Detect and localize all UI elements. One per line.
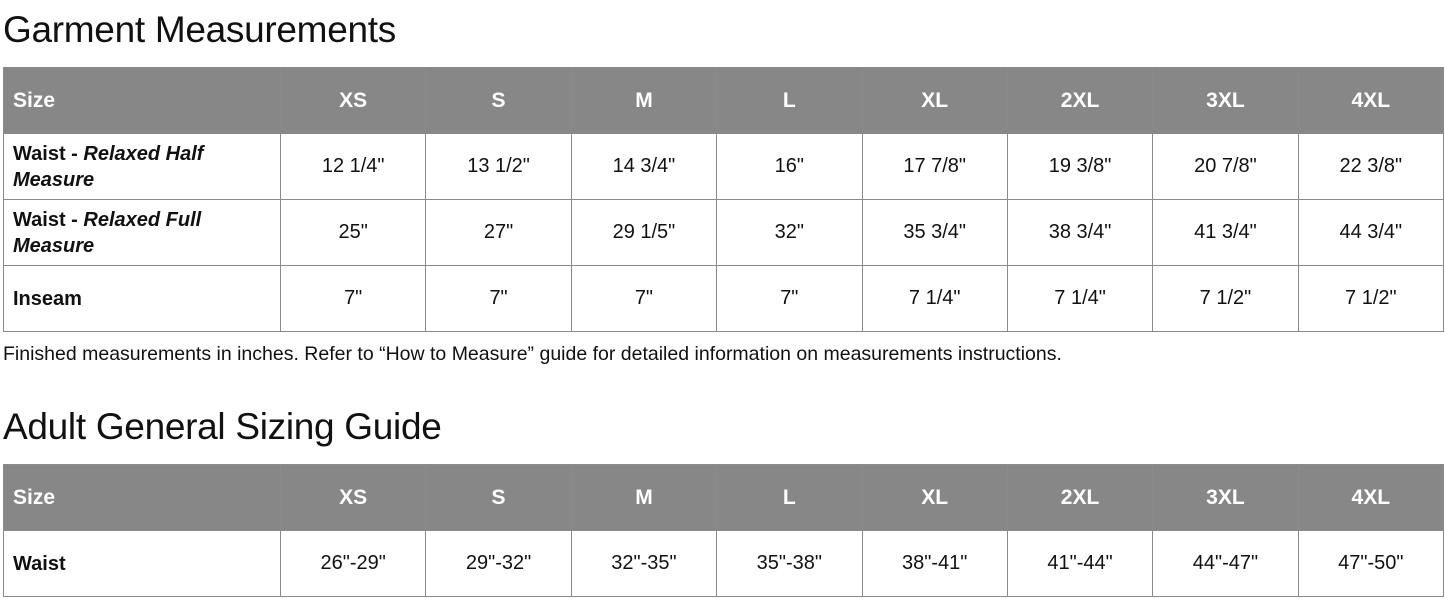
table-cell: 38 3/4" — [1007, 200, 1152, 266]
header-cell: 2XL — [1007, 465, 1152, 531]
table-cell: 7" — [571, 266, 716, 332]
header-cell: 4XL — [1298, 68, 1443, 134]
header-cell-size: Size — [4, 465, 281, 531]
sizing-guide-table — [3, 464, 1444, 597]
header-cell: L — [717, 68, 862, 134]
row-label-waist — [4, 531, 281, 597]
header-cell: L — [717, 465, 862, 531]
header-cell: 3XL — [1153, 465, 1298, 531]
row-label-emphasis: Relaxed Full Measure — [13, 208, 202, 257]
row-label-waist-full — [4, 200, 281, 266]
table-header-row — [4, 465, 1444, 531]
header-cell: XS — [281, 465, 426, 531]
row-label-main: Waist - — [13, 208, 84, 231]
table-cell: 22 3/8" — [1298, 134, 1443, 200]
table-cell: 12 1/4" — [281, 134, 426, 200]
row-label-waist-half — [4, 134, 281, 200]
table-cell: 29 1/5" — [571, 200, 716, 266]
header-cell: XL — [862, 465, 1007, 531]
header-cell: M — [571, 68, 716, 134]
table-cell: 7" — [281, 266, 426, 332]
table-cell: 7 1/2" — [1298, 266, 1443, 332]
header-cell: 2XL — [1007, 68, 1152, 134]
table-cell: 35"-38" — [717, 531, 862, 597]
table-cell: 17 7/8" — [862, 134, 1007, 200]
header-cell: M — [571, 465, 716, 531]
header-cell: 4XL — [1298, 465, 1443, 531]
table-cell: 13 1/2" — [426, 134, 571, 200]
measurements-note: Finished measurements in inches. Refer to “How to Measure” guide for detailed information on measurements instructions. — [3, 343, 1062, 365]
table-cell: 19 3/8" — [1007, 134, 1152, 200]
sizing-guide-title: Adult General Sizing Guide — [3, 406, 442, 447]
table-cell: 35 3/4" — [862, 200, 1007, 266]
table-row — [4, 134, 1444, 200]
table-cell: 41"-44" — [1007, 531, 1152, 597]
header-cell: S — [426, 68, 571, 134]
row-label-inseam — [4, 266, 281, 332]
table-cell: 38"-41" — [862, 531, 1007, 597]
table-cell: 20 7/8" — [1153, 134, 1298, 200]
header-cell: XL — [862, 68, 1007, 134]
header-cell: XS — [281, 68, 426, 134]
table-cell: 7" — [426, 266, 571, 332]
table-cell: 16" — [717, 134, 862, 200]
header-cell-size: Size — [4, 68, 281, 134]
row-label-main: Waist - — [13, 142, 84, 165]
table-cell: 14 3/4" — [571, 134, 716, 200]
garment-measurements-title: Garment Measurements — [3, 9, 396, 50]
table-row — [4, 200, 1444, 266]
table-cell: 32"-35" — [571, 531, 716, 597]
table-cell: 29"-32" — [426, 531, 571, 597]
table-cell: 44"-47" — [1153, 531, 1298, 597]
row-label-main: Waist — [13, 552, 66, 575]
table-cell: 7 1/4" — [862, 266, 1007, 332]
table-header-row — [4, 68, 1444, 134]
table-cell: 32" — [717, 200, 862, 266]
table-cell: 25" — [281, 200, 426, 266]
row-label-emphasis: Relaxed Half Measure — [13, 142, 204, 191]
table-cell: 27" — [426, 200, 571, 266]
table-cell: 7 1/2" — [1153, 266, 1298, 332]
header-cell: S — [426, 465, 571, 531]
table-row — [4, 531, 1444, 597]
table-row — [4, 266, 1444, 332]
header-cell: 3XL — [1153, 68, 1298, 134]
row-label-main: Inseam — [13, 287, 82, 310]
table-cell: 26"-29" — [281, 531, 426, 597]
table-cell: 7" — [717, 266, 862, 332]
table-cell: 41 3/4" — [1153, 200, 1298, 266]
garment-measurements-table — [3, 67, 1444, 332]
table-cell: 47"-50" — [1298, 531, 1443, 597]
table-cell: 7 1/4" — [1007, 266, 1152, 332]
table-cell: 44 3/4" — [1298, 200, 1443, 266]
